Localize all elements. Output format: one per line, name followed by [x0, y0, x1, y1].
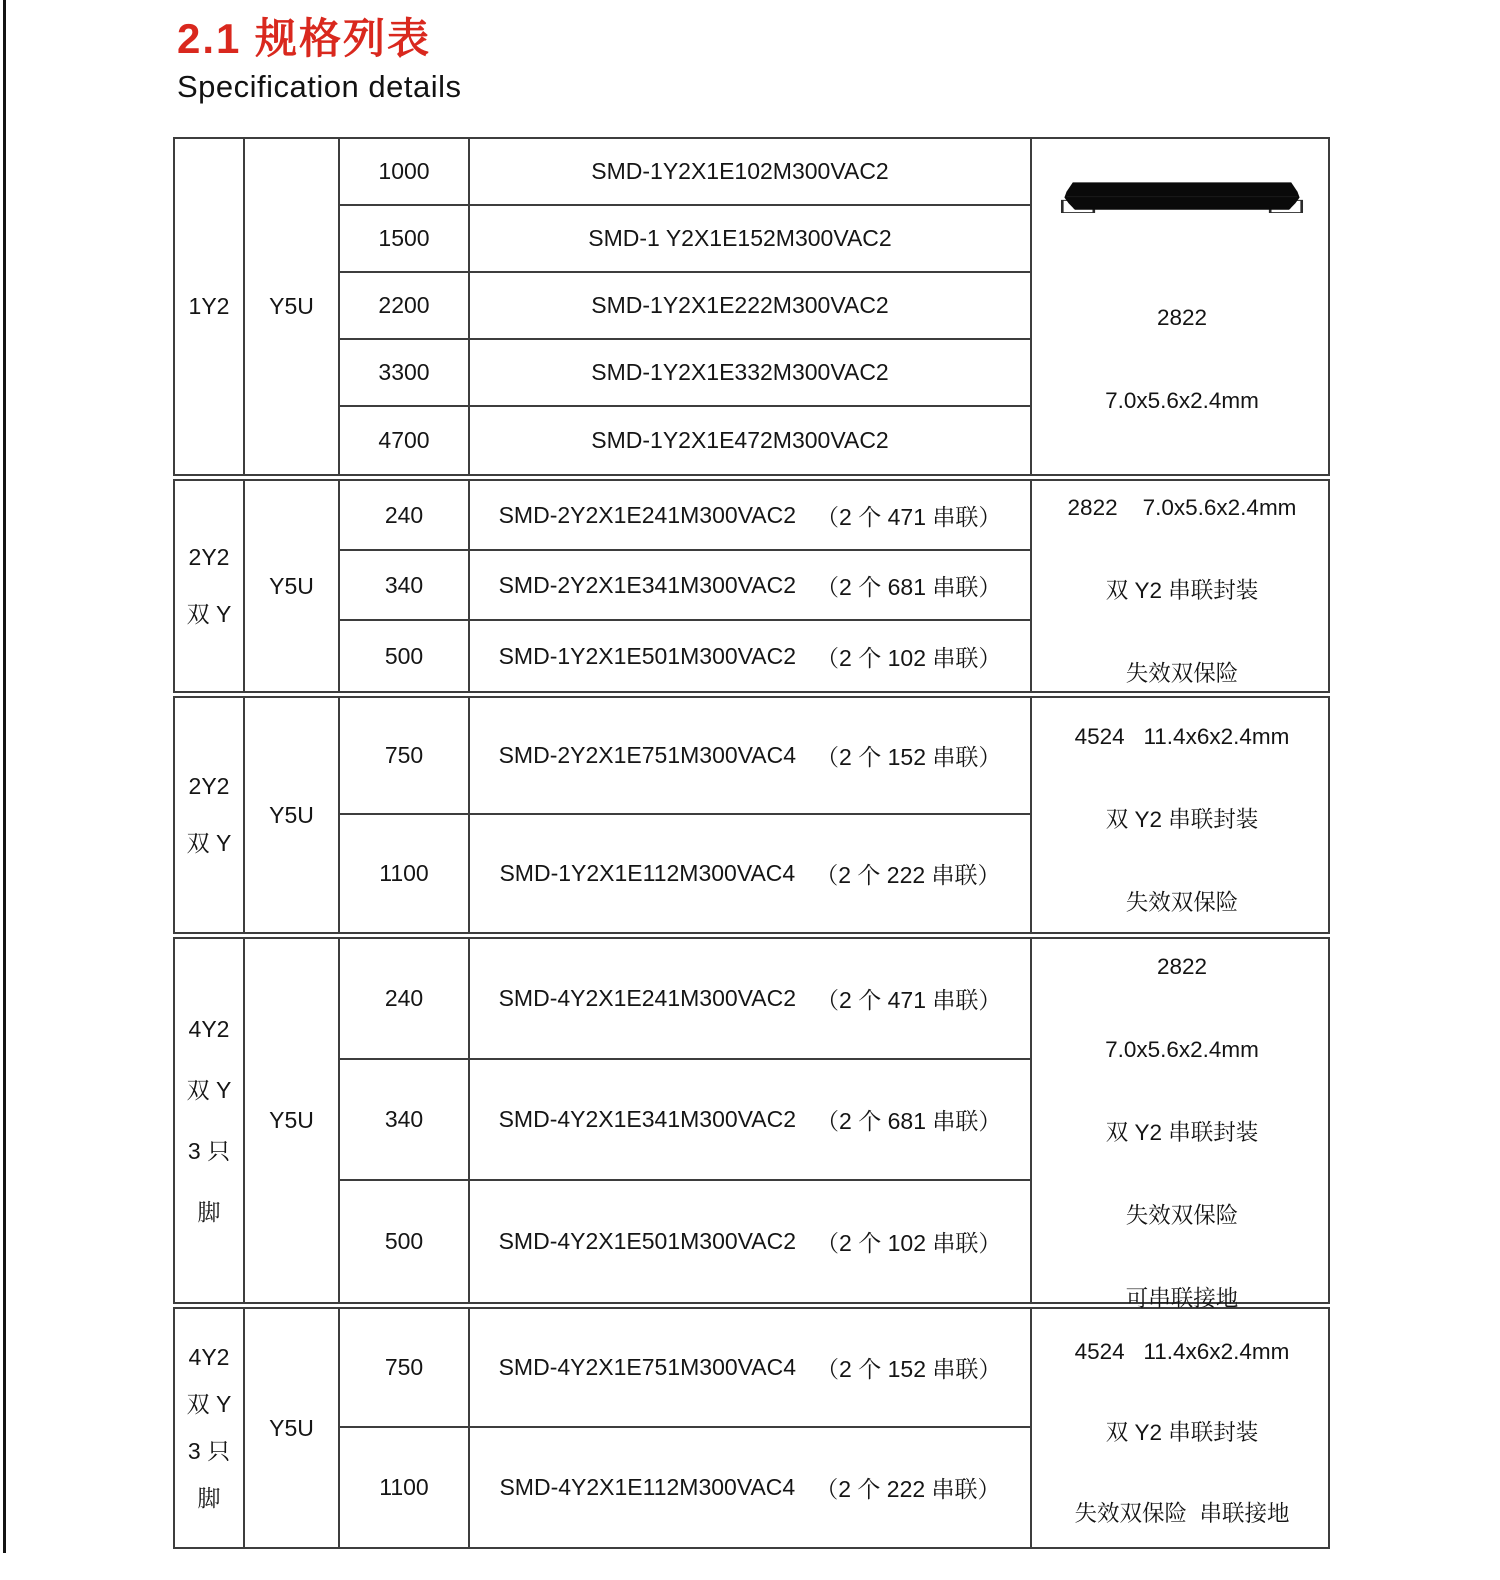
type-line: 双 Y	[186, 1391, 232, 1417]
part-number-cell	[470, 815, 1032, 932]
capacitance-cell: 750	[340, 698, 470, 815]
part-number: SMD-1Y2X1E472M300VAC2	[591, 427, 889, 453]
capacitance-cell: 1500	[340, 206, 470, 273]
dielectric-cell: Y5U	[245, 139, 340, 474]
part-number: SMD-2Y2X1E241M300VAC2	[498, 501, 797, 528]
page-header	[177, 16, 462, 105]
package-note: 双 Y2 串联封装	[1105, 1120, 1259, 1145]
package-code-size: 2822 7.0x5.6x2.4mm	[1067, 494, 1297, 520]
series-note: （2 个 681 串联）	[816, 1108, 1002, 1134]
dielectric-cell: Y5U	[245, 481, 340, 691]
capacitance-cell: 2200	[340, 273, 470, 340]
type-cell	[175, 481, 245, 691]
dielectric-cell: Y5U	[245, 1309, 340, 1547]
package-caption	[1074, 1285, 1289, 1580]
part-number-cell	[470, 340, 1032, 407]
type-line: 脚	[197, 1198, 221, 1225]
part-number: SMD-4Y2X1E241M300VAC2	[498, 985, 797, 1011]
package-image-cell	[1032, 698, 1332, 932]
capacitance-cell: 340	[340, 551, 470, 621]
part-number-cell	[470, 939, 1032, 1060]
package-note: 失效双保险	[1125, 889, 1239, 915]
part-number-cell	[470, 551, 1032, 621]
package-note: 失效双保险	[1125, 660, 1239, 686]
table-group-2y2-2822	[173, 479, 1330, 693]
package-size: 7.0x5.6x2.4mm	[1105, 1037, 1259, 1062]
part-number-cell	[470, 621, 1032, 691]
capacitance-cell: 340	[340, 1060, 470, 1181]
series-note: （2 个 222 串联）	[815, 862, 1001, 888]
package-image-cell	[1032, 481, 1332, 691]
series-note: （2 个 102 串联）	[816, 1230, 1002, 1256]
part-number: SMD-1Y2X1E332M300VAC2	[591, 359, 889, 385]
table-group-4y2-4524	[173, 1307, 1330, 1549]
type-cell	[175, 939, 245, 1302]
part-number: SMD-4Y2X1E501M300VAC2	[498, 1228, 797, 1254]
capacitance-cell: 1100	[340, 815, 470, 932]
package-code-size: 4524 11.4x6x2.4mm	[1074, 1338, 1290, 1364]
package-code: 2822	[1156, 954, 1208, 979]
part-number: SMD-2Y2X1E751M300VAC4	[498, 742, 797, 768]
part-number-cell	[470, 1428, 1032, 1547]
series-note: （2 个 152 串联）	[816, 744, 1002, 770]
part-number-cell	[470, 1181, 1032, 1302]
part-number-cell	[470, 481, 1032, 551]
package-note: 双 Y2 串联封装	[1105, 806, 1259, 832]
capacitance-cell: 1100	[340, 1428, 470, 1547]
package-code: 2822	[1156, 305, 1208, 330]
capacitance-cell: 1000	[340, 139, 470, 206]
type-line: 2Y2	[188, 773, 230, 799]
section-subtitle: Specification details	[177, 69, 462, 105]
capacitance-cell: 3300	[340, 340, 470, 407]
part-number: SMD-4Y2X1E751M300VAC4	[498, 1354, 797, 1380]
type-cell	[175, 698, 245, 932]
part-number-cell	[470, 139, 1032, 206]
part-number: SMD-2Y2X1E341M300VAC2	[498, 571, 797, 598]
capacitance-cell: 4700	[340, 407, 470, 474]
capacitance-cell: 750	[340, 1309, 470, 1428]
type-line: 4Y2	[188, 1344, 230, 1370]
part-number: SMD-4Y2X1E341M300VAC2	[498, 1106, 797, 1132]
series-note: （2 个 152 串联）	[816, 1356, 1002, 1382]
package-note: 失效双保险	[1125, 1203, 1239, 1228]
series-note: （2 个 471 串联）	[816, 503, 1002, 530]
dielectric-cell: Y5U	[245, 698, 340, 932]
type-line: 3 只	[187, 1438, 231, 1464]
section-title: 2.1 规格列表	[177, 15, 432, 62]
package-image-cell	[1032, 1309, 1332, 1547]
series-note: （2 个 102 串联）	[816, 644, 1002, 671]
part-number-cell	[470, 1309, 1032, 1428]
capacitance-cell: 500	[340, 621, 470, 691]
package-caption	[1105, 250, 1259, 468]
part-number: SMD-1 Y2X1E152M300VAC2	[588, 225, 892, 251]
capacitance-cell: 240	[340, 939, 470, 1060]
type-line: 双 Y	[186, 601, 232, 627]
part-number-cell	[470, 407, 1032, 474]
specification-table	[173, 137, 1330, 1549]
part-number-cell	[470, 1060, 1032, 1181]
type-cell	[175, 139, 245, 474]
type-line: 1Y2	[188, 293, 230, 319]
part-number-cell	[470, 273, 1032, 340]
type-line: 双 Y	[186, 830, 232, 856]
type-line: 脚	[197, 1485, 221, 1511]
type-line: 2Y2	[188, 544, 230, 570]
part-number: SMD-1Y2X1E112M300VAC4	[499, 860, 796, 886]
page-left-border	[3, 0, 6, 1553]
package-note: 双 Y2 串联封装	[1105, 1419, 1259, 1445]
type-line: 双 Y	[186, 1076, 232, 1103]
package-code-size: 4524 11.4x6x2.4mm	[1074, 723, 1290, 749]
table-group-1y2	[173, 137, 1330, 476]
capacitance-cell: 500	[340, 1181, 470, 1302]
type-cell	[175, 1309, 245, 1547]
package-note: 可串联接地	[1125, 1286, 1239, 1311]
part-number: SMD-1Y2X1E501M300VAC2	[498, 642, 797, 669]
capacitance-cell: 240	[340, 481, 470, 551]
dielectric-cell: Y5U	[245, 939, 340, 1302]
part-number: SMD-1Y2X1E102M300VAC2	[591, 158, 889, 184]
type-line: 3 只	[187, 1137, 231, 1164]
part-number-cell	[470, 698, 1032, 815]
part-number: SMD-4Y2X1E112M300VAC4	[499, 1474, 796, 1500]
type-line: 4Y2	[188, 1015, 230, 1042]
package-note: 失效双保险 串联接地	[1074, 1500, 1290, 1526]
package-image-cell	[1032, 939, 1332, 1311]
series-note: （2 个 471 串联）	[816, 987, 1002, 1013]
series-note: （2 个 681 串联）	[816, 573, 1002, 600]
package-size: 7.0x5.6x2.4mm	[1105, 388, 1259, 413]
package-image-cell	[1032, 139, 1332, 474]
series-note: （2 个 222 串联）	[815, 1476, 1001, 1502]
package-note: 双 Y2 串联封装	[1105, 577, 1259, 603]
part-number-cell	[470, 206, 1032, 273]
part-number: SMD-1Y2X1E222M300VAC2	[591, 292, 889, 318]
table-group-4y2-2822	[173, 937, 1330, 1311]
smd-package-side-view-icon	[1056, 181, 1308, 214]
